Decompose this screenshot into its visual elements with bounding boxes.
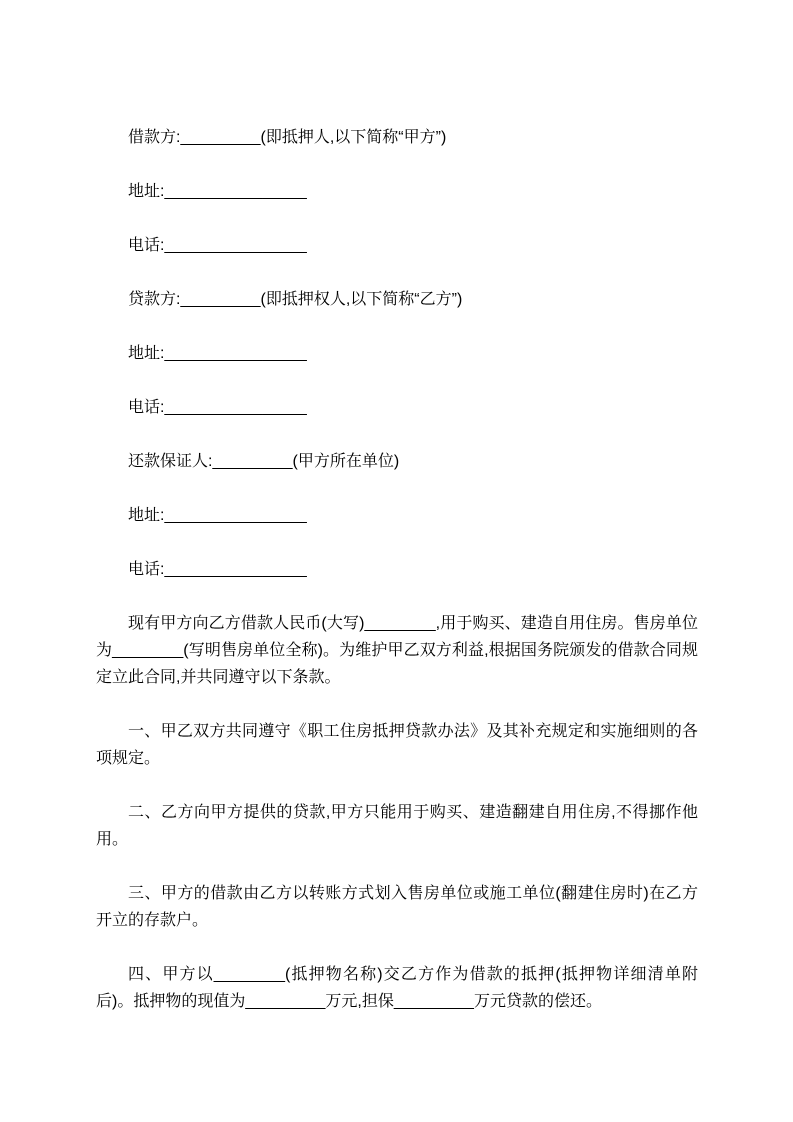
opening-paragraph: 现有甲方向乙方借款人民币(大写)________,用于购买、建造自用住房。售房单位为________(写明售房单位全称)。为维护甲乙双方利益,根据国务院颁发的借款合同规定立此合同,并共同遵守以下条款。 xyxy=(96,615,698,686)
borrower-address-line: 地址:________________ xyxy=(128,183,307,200)
guarantor-line: 还款保证人:_________(甲方所在单位) xyxy=(128,453,400,470)
guarantor-address-line: 地址:________________ xyxy=(128,507,307,524)
clause-2: 二、乙方向甲方提供的贷款,甲方只能用于购买、建造翻建自用住房,不得挪作他用。 xyxy=(96,804,698,848)
guarantor-phone-line: 电话:________________ xyxy=(128,561,307,578)
borrower-phone-line: 电话:________________ xyxy=(128,237,307,254)
lender-address-line: 地址:________________ xyxy=(128,345,307,362)
lender-phone-line: 电话:________________ xyxy=(128,399,307,416)
clause-1: 一、甲乙双方共同遵守《职工住房抵押贷款办法》及其补充规定和实施细则的各项规定。 xyxy=(96,723,698,767)
clause-3: 三、甲方的借款由乙方以转账方式划入售房单位或施工单位(翻建住房时)在乙方开立的存款户。 xyxy=(96,885,698,929)
lender-line: 贷款方:_________(即抵押权人,以下简称“乙方”) xyxy=(128,291,463,308)
clause-4: 四、甲方以________(抵押物名称)交乙方作为借款的抵押(抵押物详细清单附后)。抵押物的现值为_________万元,担保_________万元贷款的偿还。 xyxy=(96,966,698,1010)
borrower-line: 借款方:_________(即抵押人,以下简称“甲方”) xyxy=(128,129,447,146)
